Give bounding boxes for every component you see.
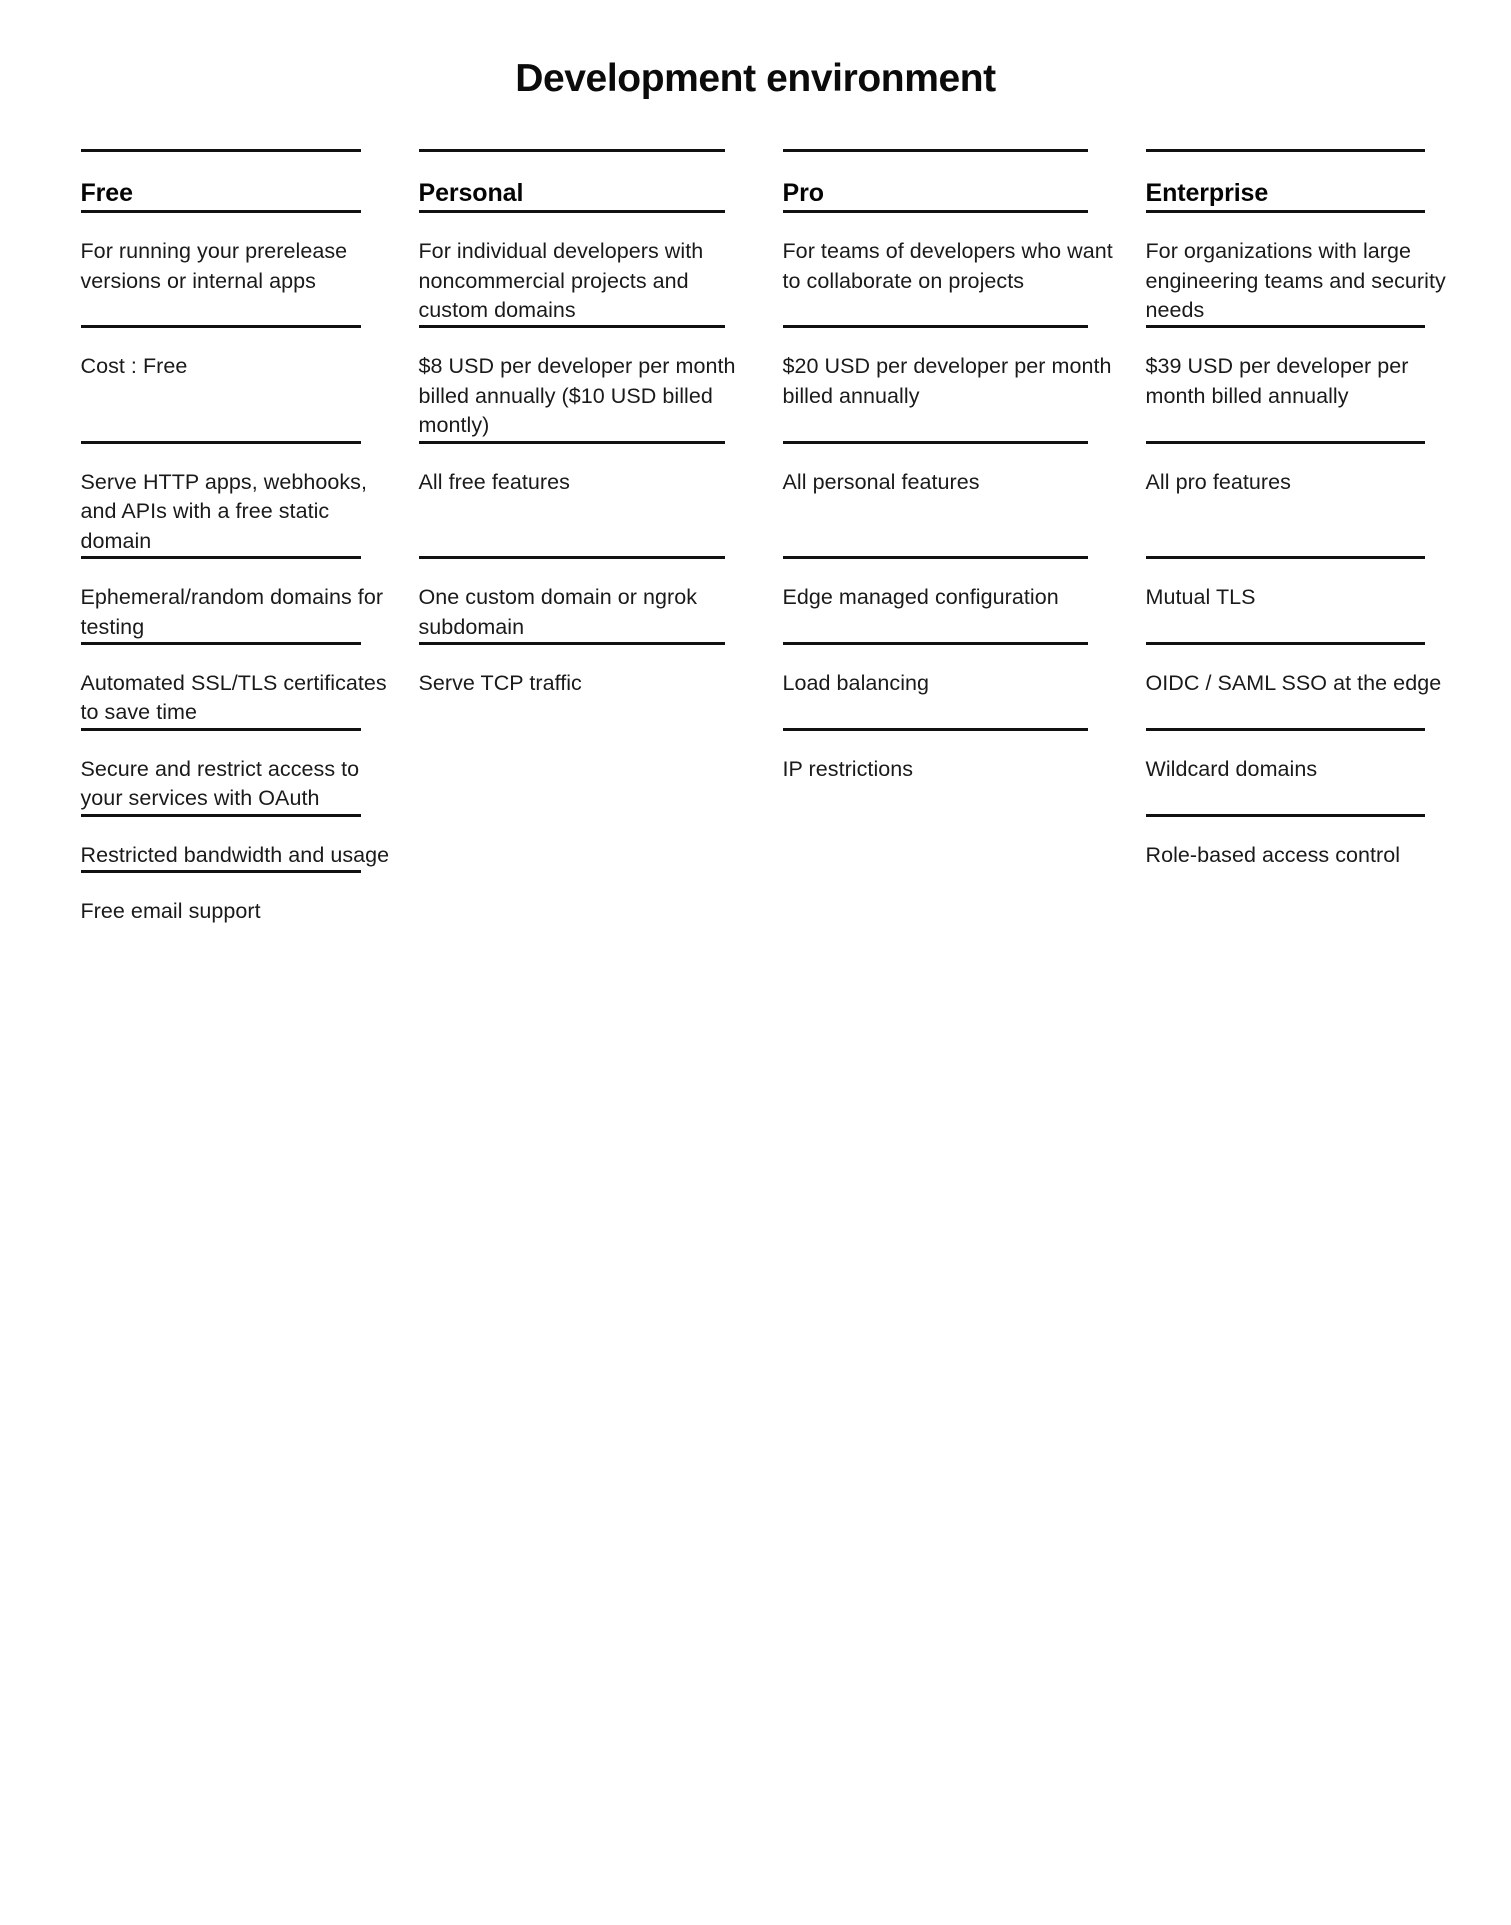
price-cell [1146, 325, 1483, 440]
feature-text [419, 870, 754, 894]
feature-cell [783, 728, 1146, 814]
feature-cell [81, 728, 419, 814]
column-header-free [81, 149, 419, 210]
feature-text: Serve TCP traffic [418, 671, 582, 696]
feature-text [783, 814, 1117, 838]
feature-text [1146, 870, 1454, 894]
column-header-personal [419, 149, 783, 210]
feature-cell [1146, 728, 1483, 814]
price-cell [783, 325, 1146, 440]
feature-text [419, 728, 754, 752]
feature-cell-empty [783, 870, 1146, 926]
feature-text: Wildcard domains [1145, 756, 1318, 781]
feature-cell-empty [783, 814, 1146, 870]
feature-text [783, 870, 1117, 894]
feature-cell [1146, 210, 1483, 325]
feature-text: For running your prerelease versions or internal apps [80, 239, 348, 293]
feature-cell [1146, 814, 1483, 870]
feature-cell [1146, 556, 1483, 642]
feature-cell-empty [1146, 870, 1483, 926]
feature-text [419, 814, 754, 838]
price-text: $20 USD per developer per month billed annually [782, 354, 1112, 408]
feature-cell [1146, 441, 1483, 556]
feature-text: Serve HTTP apps, webhooks, and APIs with a free static domain [80, 469, 368, 553]
pricing-table [41, 103, 1471, 927]
feature-cell-empty [419, 870, 783, 926]
price-text: $8 USD per developer per month billed annually ($10 USD billed montly) [418, 354, 736, 438]
feature-text: For individual developers with noncommercial projects and custom domains [418, 239, 704, 322]
feature-cell [1146, 642, 1483, 728]
feature-text: IP restrictions [782, 756, 914, 781]
pricing-grid [81, 149, 1511, 927]
feature-text: All pro features [1145, 469, 1291, 494]
feature-text: Mutual TLS [1145, 585, 1256, 610]
feature-text: Ephemeral/random domains for testing [80, 585, 384, 639]
price-text: $39 USD per developer per month billed annually [1145, 354, 1409, 408]
feature-cell-empty [419, 814, 783, 870]
feature-text: All personal features [782, 469, 980, 494]
feature-text: Secure and restrict access to your services with OAuth [80, 756, 360, 811]
feature-text: Role-based access control [1145, 842, 1401, 867]
column-header-label: Pro [782, 178, 824, 207]
column-header-enterprise [1146, 149, 1483, 210]
feature-cell [419, 642, 783, 728]
page-title: Development environment [515, 57, 996, 100]
feature-cell [783, 441, 1146, 556]
feature-cell [81, 556, 419, 642]
feature-text: Edge managed configuration [782, 585, 1059, 610]
column-header-label: Free [80, 178, 133, 207]
feature-text: For organizations with large engineering teams and security needs [1145, 239, 1446, 322]
feature-text: For teams of developers who want to collaborate on projects [782, 239, 1113, 293]
feature-text: OIDC / SAML SSO at the edge [1145, 671, 1442, 696]
price-cell [419, 325, 783, 440]
feature-text: Automated SSL/TLS certificates to save time [80, 671, 387, 725]
column-header-pro [783, 149, 1146, 210]
feature-cell [81, 642, 419, 728]
feature-cell [81, 814, 419, 870]
feature-cell [783, 642, 1146, 728]
feature-cell [81, 870, 419, 926]
feature-cell [419, 210, 783, 325]
feature-cell-empty [419, 728, 783, 814]
feature-cell [783, 556, 1146, 642]
feature-cell [81, 441, 419, 556]
feature-text: Free email support [80, 899, 261, 924]
price-cell [81, 325, 419, 440]
price-text: Cost : Free [80, 354, 188, 379]
column-header-label: Personal [418, 178, 524, 207]
feature-cell [783, 210, 1146, 325]
feature-cell [419, 441, 783, 556]
feature-cell [81, 210, 419, 325]
feature-text: Load balancing [782, 671, 930, 696]
column-header-label: Enterprise [1145, 178, 1269, 207]
feature-cell [419, 556, 783, 642]
feature-text: Restricted bandwidth and usage [80, 842, 390, 867]
feature-text: All free features [418, 469, 570, 494]
feature-text: One custom domain or ngrok subdomain [418, 585, 698, 639]
